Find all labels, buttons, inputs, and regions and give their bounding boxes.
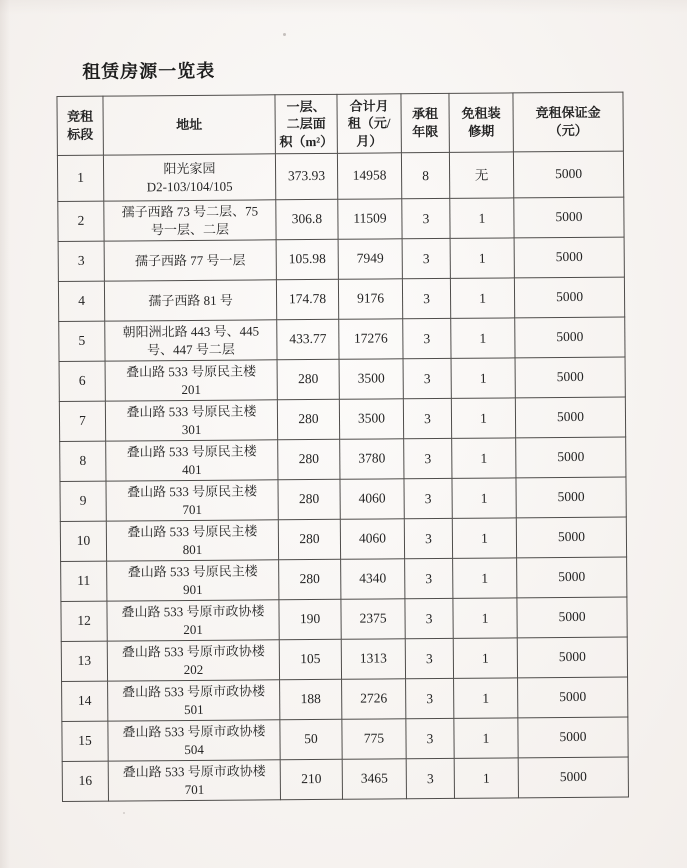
cell-deposit: 5000	[515, 317, 625, 358]
cell-deposit: 5000	[515, 397, 625, 438]
col-header-deposit: 竞租保证金 （元）	[513, 92, 623, 152]
cell-deposit: 5000	[514, 237, 624, 278]
cell-area: 433.77	[277, 319, 339, 359]
cell-rent: 11509	[338, 199, 402, 240]
address-line-1: 叠山路 533 号原民主楼	[126, 403, 257, 420]
cell-lease-years: 3	[404, 438, 452, 478]
cell-rent: 3500	[339, 399, 403, 440]
cell-address	[107, 600, 279, 641]
cell-deposit: 5000	[514, 197, 624, 238]
cell-rent: 2726	[342, 679, 406, 720]
cell-bid-section: 1	[57, 155, 103, 201]
cell-rent: 3780	[340, 439, 404, 480]
table-row	[58, 237, 624, 281]
address-line-1: 叠山路 533 号原民主楼	[126, 443, 257, 460]
cell-deposit: 5000	[516, 477, 626, 518]
col-header-monthly-rent: 合计月 租（元/ 月）	[337, 94, 401, 154]
address-line-1: 叠山路 533 号原市政协楼	[122, 763, 266, 780]
cell-rent-free-period: 1	[452, 478, 516, 519]
table-row	[59, 397, 625, 441]
address-line-1: 叠山路 533 号原民主楼	[126, 483, 258, 500]
cell-lease-years: 3	[402, 238, 450, 278]
cell-area: 105.98	[276, 239, 338, 279]
table-row	[58, 277, 624, 321]
address-line-2: 501	[183, 701, 204, 717]
address-line-2: 504	[184, 741, 204, 757]
cell-lease-years: 3	[405, 598, 453, 638]
cell-area: 105	[279, 639, 341, 679]
cell-rent-free-period: 1	[454, 758, 518, 799]
address-line-1: 孺子西路 81 号	[148, 292, 233, 309]
table-body	[57, 151, 628, 801]
cell-rent-free-period: 1	[452, 518, 516, 559]
cell-address	[107, 560, 279, 601]
address-line-1: 叠山路 533 号原民主楼	[127, 523, 258, 540]
cell-lease-years: 3	[405, 558, 453, 598]
cell-address	[105, 360, 277, 401]
cell-deposit: 5000	[517, 637, 627, 678]
cell-deposit: 5000	[515, 357, 625, 398]
table-row	[62, 717, 628, 761]
cell-area: 280	[278, 439, 340, 479]
cell-address	[103, 154, 275, 201]
cell-deposit: 5000	[516, 517, 626, 558]
cell-address	[107, 640, 279, 681]
table-row	[57, 151, 623, 201]
cell-lease-years: 3	[406, 718, 454, 758]
cell-rent-free-period: 1	[451, 358, 515, 399]
cell-deposit: 5000	[518, 717, 628, 758]
cell-rent-free-period: 1	[451, 398, 515, 439]
cell-address	[105, 320, 277, 361]
table-row	[58, 197, 624, 241]
cell-rent-free-period: 1	[453, 638, 517, 679]
cell-bid-section: 15	[62, 721, 108, 761]
table-row	[62, 757, 628, 801]
cell-address	[108, 680, 280, 721]
cell-area: 280	[277, 399, 339, 439]
cell-area: 210	[280, 759, 342, 799]
cell-rent: 1313	[341, 639, 405, 680]
cell-bid-section: 5	[59, 321, 105, 361]
cell-rent: 4060	[340, 519, 404, 560]
address-line-2: 201	[183, 621, 203, 637]
cell-rent-free-period: 1	[453, 598, 517, 639]
cell-lease-years: 3	[402, 198, 450, 238]
cell-address	[104, 240, 276, 281]
address-line-1: 叠山路 533 号原市政协楼	[122, 723, 266, 740]
cell-bid-section: 13	[61, 641, 107, 681]
address-line-1: 孺子西路 73 号二层、75	[121, 203, 259, 220]
cell-bid-section: 6	[59, 361, 105, 401]
cell-area: 280	[279, 559, 341, 599]
cell-address	[104, 280, 276, 321]
cell-deposit: 5000	[517, 557, 627, 598]
cell-address	[105, 400, 277, 441]
cell-rent: 9176	[338, 279, 402, 320]
header-row	[57, 92, 623, 155]
cell-address	[106, 520, 278, 561]
cell-area: 373.93	[275, 153, 337, 199]
cell-rent: 3500	[339, 359, 403, 400]
cell-lease-years: 3	[403, 318, 451, 358]
table-row	[61, 637, 627, 681]
cell-rent: 2375	[341, 599, 405, 640]
col-header-rent-free-period: 免租装 修期	[449, 93, 513, 153]
cell-lease-years: 3	[403, 358, 451, 398]
cell-rent-free-period: 1	[454, 718, 518, 759]
address-line-2: 401	[182, 461, 202, 477]
cell-lease-years: 3	[405, 638, 453, 678]
cell-rent-free-period: 1	[450, 278, 514, 319]
table-row	[59, 357, 625, 401]
cell-lease-years: 3	[406, 758, 454, 798]
cell-address	[108, 720, 280, 761]
cell-rent-free-period: 1	[453, 558, 517, 599]
address-line-1: 叠山路 533 号原市政协楼	[121, 603, 265, 620]
cell-area: 174.78	[276, 279, 338, 319]
address-line-2: 号一层、二层	[150, 221, 230, 237]
address-line-1: 叠山路 533 号原市政协楼	[121, 643, 265, 660]
col-header-area: 一层、 二层面 积（m²）	[275, 94, 337, 153]
table-row	[62, 677, 628, 721]
cell-lease-years: 3	[403, 398, 451, 438]
table-row	[59, 317, 625, 361]
scan-speck	[123, 812, 125, 814]
cell-rent-free-period: 1	[450, 198, 514, 239]
address-line-1: 叠山路 533 号原市政协楼	[122, 683, 266, 700]
cell-bid-section: 12	[61, 601, 107, 641]
table-row	[60, 517, 626, 561]
cell-deposit: 5000	[516, 437, 626, 478]
cell-address	[106, 440, 278, 481]
cell-bid-section: 14	[62, 681, 108, 721]
cell-bid-section: 11	[61, 561, 107, 601]
address-line-1: 孺子西路 77 号一层	[134, 252, 246, 269]
cell-deposit: 5000	[514, 277, 624, 318]
address-line-2: 301	[181, 421, 202, 437]
cell-area: 306.8	[276, 199, 338, 239]
address-line-2: 号、447 号二层	[146, 341, 235, 357]
cell-bid-section: 2	[58, 201, 104, 241]
table-row	[61, 597, 627, 641]
cell-address	[108, 760, 280, 801]
cell-area: 280	[278, 519, 340, 559]
cell-rent: 14958	[337, 153, 401, 200]
page-title: 租赁房源一览表	[82, 60, 216, 82]
cell-lease-years: 3	[404, 478, 452, 518]
cell-bid-section: 4	[58, 281, 104, 321]
address-line-2: 701	[182, 501, 203, 517]
address-line-2: 201	[181, 381, 202, 397]
cell-area: 280	[278, 479, 340, 519]
cell-bid-section: 8	[60, 441, 106, 481]
address-line-1: 阳光家园	[163, 160, 216, 177]
cell-address	[104, 200, 276, 241]
col-header-lease-years: 承租 年限	[401, 93, 449, 152]
cell-area: 280	[277, 359, 339, 399]
table-row	[60, 477, 626, 521]
cell-address	[106, 480, 278, 521]
col-header-address: 地址	[103, 95, 275, 155]
cell-lease-years: 3	[404, 518, 452, 558]
address-line-2: 202	[183, 661, 204, 677]
scan-speck	[283, 33, 286, 36]
address-line-1: 叠山路 533 号原民主楼	[126, 363, 257, 380]
cell-rent-free-period: 1	[452, 438, 516, 479]
cell-rent: 775	[342, 719, 406, 760]
rental-listing-table	[56, 92, 629, 802]
address-line-2: 801	[182, 541, 203, 557]
address-line-2: 701	[184, 781, 205, 797]
cell-area: 190	[279, 599, 341, 639]
cell-deposit: 5000	[518, 677, 628, 718]
cell-lease-years: 3	[402, 278, 450, 318]
address-line-2: 901	[183, 581, 203, 597]
cell-rent-free-period: 1	[451, 318, 515, 359]
cell-deposit: 5000	[517, 597, 627, 638]
table-row	[61, 557, 627, 601]
address-line-2: D2-103/104/105	[146, 178, 233, 194]
col-header-bid-section: 竞租 标段	[57, 96, 103, 155]
document-content	[56, 54, 632, 802]
cell-rent: 17276	[339, 319, 403, 360]
address-line-1: 叠山路 533 号原民主楼	[127, 563, 258, 580]
table-row	[60, 437, 626, 481]
cell-rent-free-period: 无	[449, 152, 513, 199]
cell-area: 50	[280, 719, 342, 759]
cell-bid-section: 3	[58, 241, 104, 281]
cell-bid-section: 9	[60, 481, 106, 521]
cell-rent: 3465	[342, 759, 406, 800]
cell-rent: 4060	[340, 479, 404, 520]
cell-deposit: 5000	[513, 151, 623, 198]
cell-rent: 7949	[338, 239, 402, 280]
cell-rent: 4340	[341, 559, 405, 600]
address-line-1: 朝阳洲北路 443 号、445	[122, 323, 260, 340]
cell-bid-section: 10	[60, 521, 106, 561]
cell-lease-years: 3	[406, 678, 454, 718]
cell-bid-section: 7	[59, 401, 105, 441]
cell-lease-years: 8	[401, 152, 449, 198]
cell-rent-free-period: 1	[454, 678, 518, 719]
cell-rent-free-period: 1	[450, 238, 514, 279]
cell-area: 188	[280, 679, 342, 719]
cell-deposit: 5000	[518, 757, 628, 798]
cell-bid-section: 16	[62, 761, 108, 801]
